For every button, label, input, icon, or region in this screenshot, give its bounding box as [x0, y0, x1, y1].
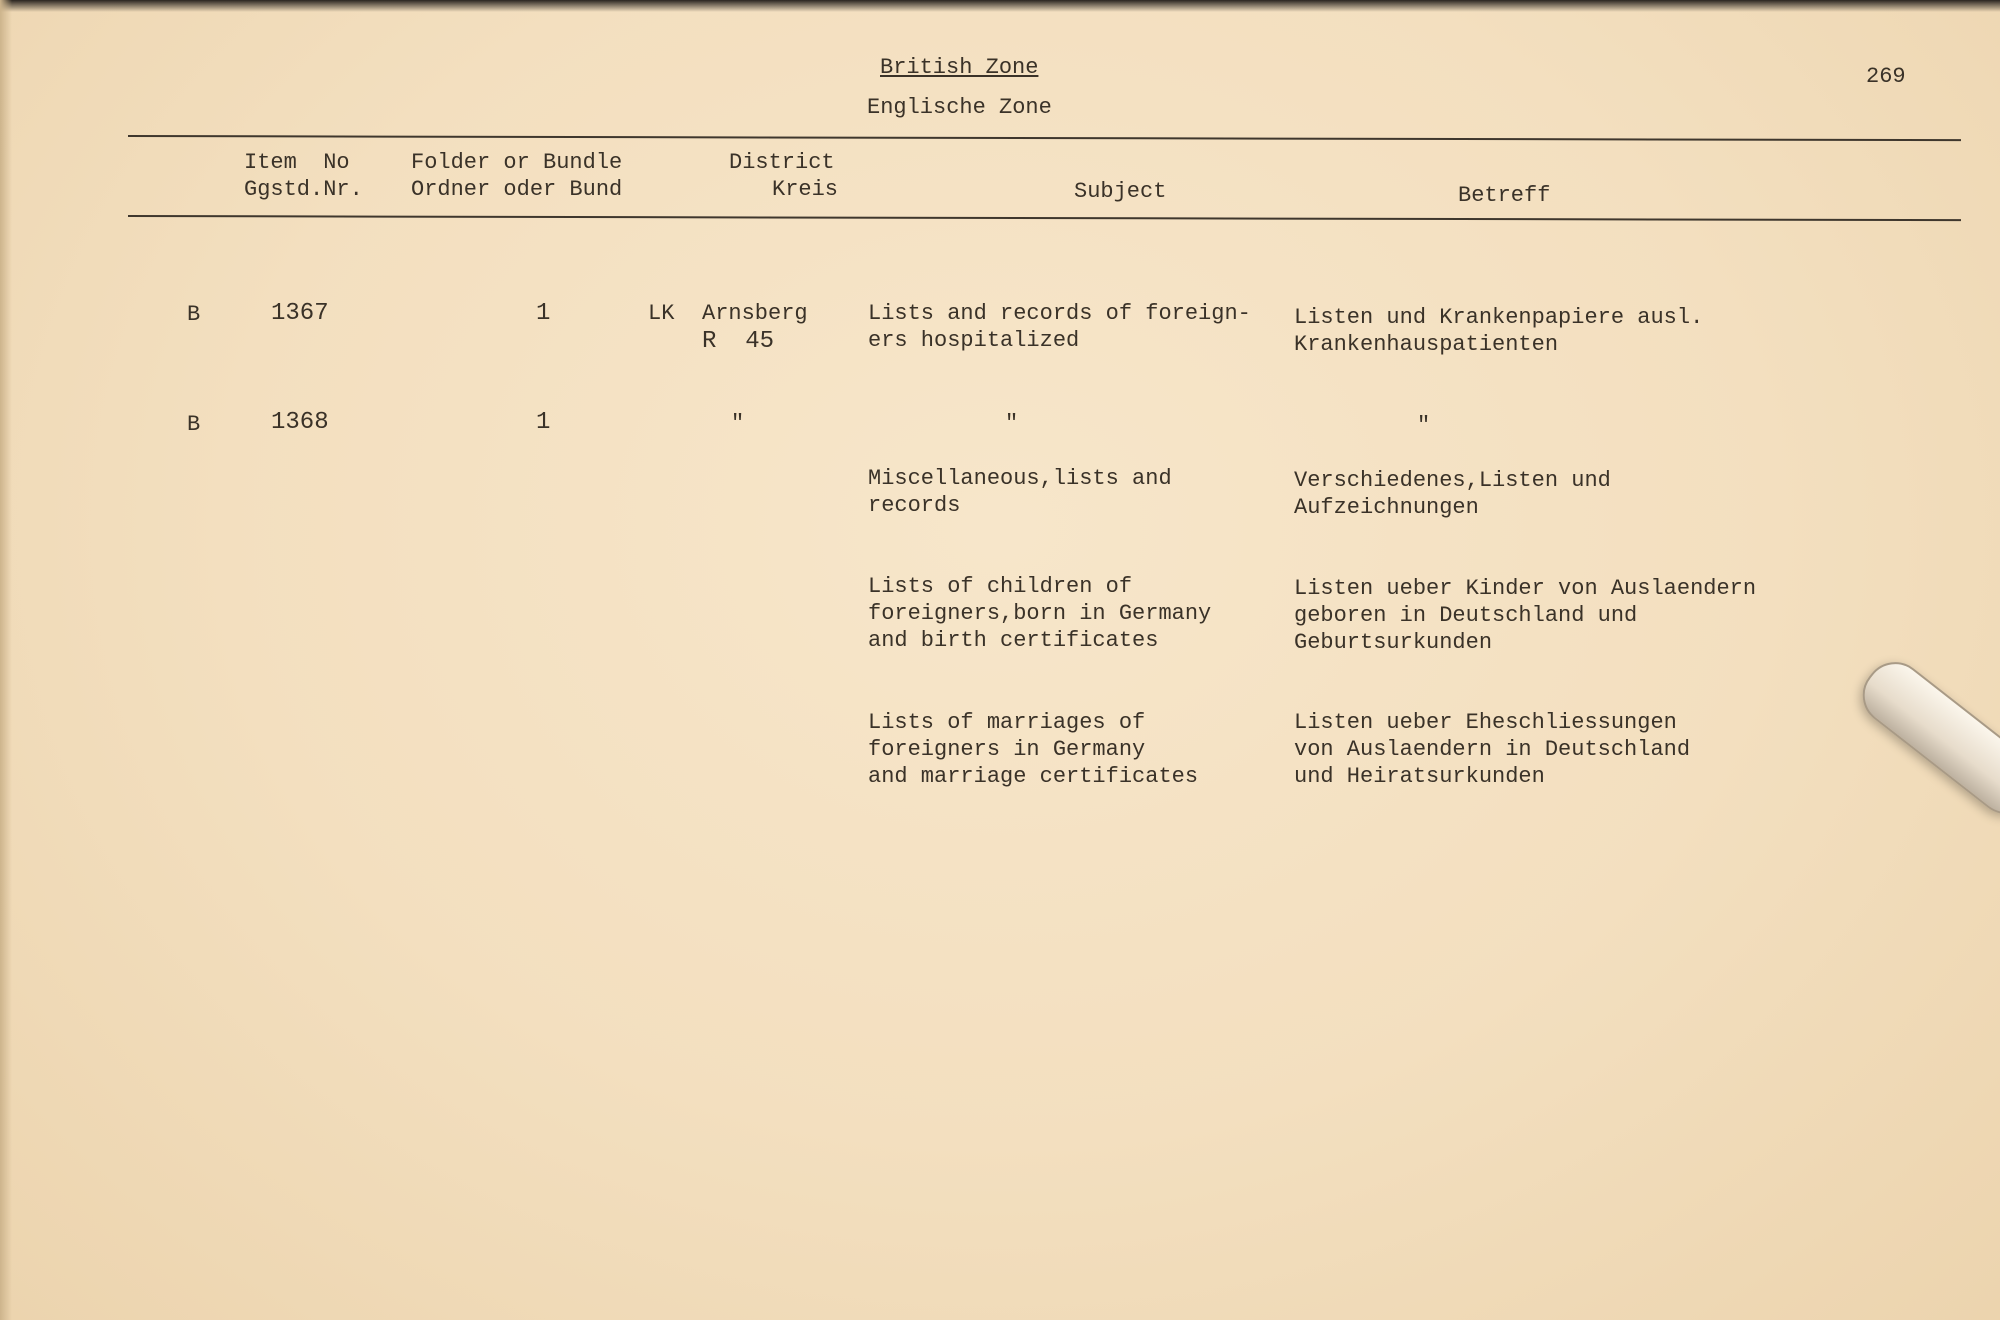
row-subject: Lists and records of foreign- ers hospitalized	[868, 301, 1251, 353]
entry-subject: Lists of children of foreigners,born in Germany and birth certificates	[868, 574, 1212, 653]
column-header-item-de: Ggstd.Nr.	[244, 177, 363, 202]
page-number: 269	[1866, 64, 1906, 89]
column-header-item-en: Item No	[244, 150, 350, 175]
row-district-type: LK	[648, 301, 675, 326]
row-district-ditto: "	[731, 411, 745, 436]
row-item-number: 1367	[271, 300, 329, 327]
entry-betreff: Listen ueber Eheschliessungen von Auslaendern in Deutschland und Heiratsurkunden	[1294, 710, 1691, 789]
zone-title-en: British Zone	[880, 55, 1039, 80]
column-header-folder-de: Ordner oder Bund	[411, 177, 623, 202]
page-top-shadow	[0, 0, 2000, 12]
entry-betreff: Verschiedenes,Listen und Aufzeichnungen	[1294, 468, 1611, 520]
row-district: Arnsberg	[702, 301, 808, 326]
row-betreff-ditto: "	[1417, 413, 1431, 438]
entry-subject: Lists of marriages of foreigners in Germany and marriage certificates	[868, 710, 1199, 789]
column-header-folder-en: Folder or Bundle	[411, 150, 623, 175]
pen-object	[1851, 650, 2000, 826]
header-rule-bottom	[128, 215, 1961, 221]
column-header-district-de: Kreis	[772, 177, 839, 202]
header-rule-top	[128, 135, 1961, 141]
column-header-district-en: District	[729, 150, 835, 175]
row-prefix: B	[187, 302, 201, 327]
row-folder: 1	[536, 409, 551, 436]
row-folder: 1	[536, 300, 551, 327]
row-district-sub: R 45	[702, 328, 775, 355]
entry-betreff: Listen ueber Kinder von Auslaendern geboren in Deutschland und Geburtsurkunden	[1294, 576, 1757, 655]
column-header-betreff: Betreff	[1458, 183, 1551, 208]
row-item-number: 1368	[271, 409, 329, 436]
row-prefix: B	[187, 412, 201, 437]
column-header-subject: Subject	[1074, 179, 1167, 204]
row-subject-ditto: "	[1005, 411, 1019, 436]
page-left-edge	[0, 0, 12, 1320]
zone-title-de: Englische Zone	[867, 95, 1052, 120]
row-betreff: Listen und Krankenpapiere ausl. Krankenhauspatienten	[1294, 305, 1704, 357]
entry-subject: Miscellaneous,lists and records	[868, 466, 1172, 518]
